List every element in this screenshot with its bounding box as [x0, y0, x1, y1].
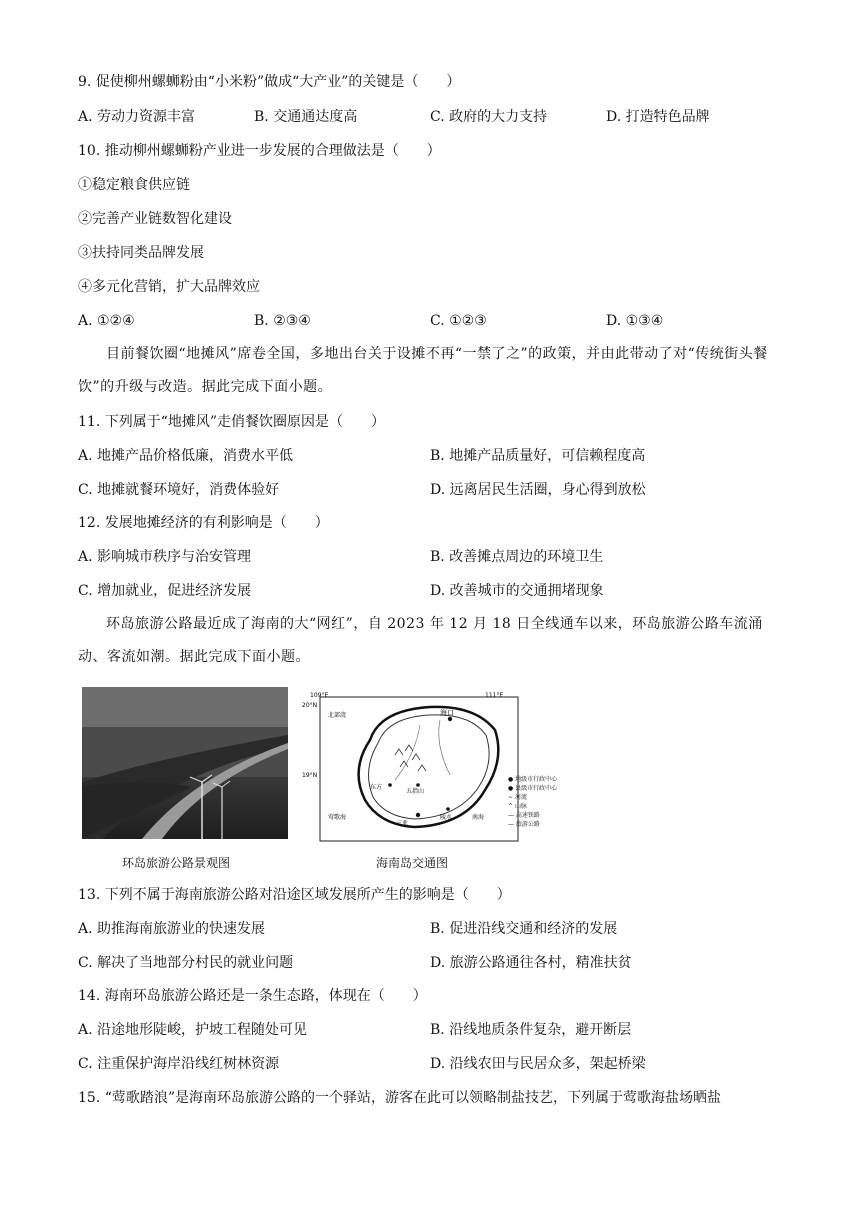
- q14-option-b: B. 沿线地质条件复杂，避开断层: [430, 1022, 632, 1038]
- q10-item-4: ④多元化营销，扩大品牌效应: [78, 279, 260, 295]
- map-place-sanya: 三亚: [396, 820, 409, 827]
- map-place-lingshui: 陵水: [440, 814, 453, 821]
- legend-river: ~ 河流: [508, 794, 527, 801]
- map-place-dongfang: 东方: [370, 784, 383, 791]
- map-legend: [508, 775, 557, 829]
- q12-option-b: B. 改善摊点周边的环境卫生: [430, 549, 604, 565]
- q10-option-a: A. ①②④: [78, 313, 135, 329]
- q9-option-d: D. 打造特色品牌: [606, 109, 710, 125]
- q10-item-1: ①稳定粮食供应链: [78, 177, 190, 193]
- legend-prefecture-center: ● 地级市行政中心: [508, 776, 558, 783]
- legend-high-speed-rail: — 高速铁路: [508, 812, 540, 819]
- map-lon-right: 111°E: [485, 692, 504, 699]
- passage-street-stall: 目前餐饮圈“地摊风”席卷全国，多地出台关于设摊不再“一禁了之”的政策，并由此带动了对“传统街头餐饮”的升级与改造。据此完成下面小题。: [78, 346, 768, 395]
- coastal-road-photo: [82, 687, 288, 839]
- photo-caption: 环岛旅游公路景观图: [122, 856, 231, 870]
- hainan-traffic-map: [300, 685, 558, 843]
- q13-option-a: A. 助推海南旅游业的快速发展: [78, 921, 266, 937]
- q12-option-d: D. 改善城市的交通拥堵现象: [430, 583, 604, 599]
- q14-option-c: C. 注重保护海岸沿线红树林资源: [78, 1056, 280, 1072]
- map-lat-top: 20°N: [302, 702, 318, 709]
- q9-option-b: B. 交通通达度高: [254, 109, 358, 125]
- passage-island-road: 环岛旅游公路最近成了海南的大“网红”，自 2023 年 12 月 18 日全线通车以来，环岛旅游公路车流涌动、客流如潮。据此完成下面小题。: [78, 616, 763, 665]
- map-place-wuzhishan: 五指山: [406, 788, 425, 795]
- q11-option-a: A. 地摊产品价格低廉，消费水平低: [78, 448, 294, 464]
- map-place-beibuwan: 北部湾: [328, 712, 347, 719]
- question-9-stem: 9. 促使柳州螺蛳粉由“小米粉”做成“大产业”的关键是（ ）: [78, 74, 461, 90]
- q9-option-a: A. 劳动力资源丰富: [78, 109, 196, 125]
- q10-option-b: B. ②③④: [254, 313, 311, 329]
- question-14-stem: 14. 海南环岛旅游公路还是一条生态路，体现在（ ）: [78, 988, 427, 1004]
- q11-option-d: D. 远离居民生活圈，身心得到放松: [430, 482, 646, 498]
- question-11-stem: 11. 下列属于“地摊风”走俏餐饮圈原因是（ ）: [78, 414, 386, 430]
- q14-option-d: D. 沿线农田与民居众多，架起桥梁: [430, 1056, 646, 1072]
- q12-option-a: A. 影响城市秩序与治安管理: [78, 549, 252, 565]
- map-lon-left: 109°E: [310, 692, 329, 699]
- question-13-stem: 13. 下列不属于海南旅游公路对沿途区域发展所产生的影响是（ ）: [78, 887, 511, 903]
- q12-option-c: C. 增加就业，促进经济发展: [78, 583, 252, 599]
- question-12-stem: 12. 发展地摊经济的有利影响是（ ）: [78, 515, 329, 531]
- q13-option-b: B. 促进沿线交通和经济的发展: [430, 921, 618, 937]
- q10-option-c: C. ①②③: [430, 313, 487, 329]
- legend-mountain: ^ 山脉: [508, 803, 527, 810]
- map-place-haikou: 海口: [440, 709, 454, 717]
- legend-county-center: ● 县级市行政中心: [508, 785, 558, 792]
- q10-item-2: ②完善产业链数智化建设: [78, 211, 232, 227]
- q13-option-d: D. 旅游公路通往各村，精准扶贫: [430, 955, 632, 971]
- q10-option-d: D. ①③④: [606, 313, 664, 329]
- q14-option-a: A. 沿途地形陡峻，护坡工程随处可见: [78, 1022, 308, 1038]
- map-lat-mid: 19°N: [302, 772, 318, 779]
- legend-tourist-road: — 旅游公路: [508, 821, 540, 828]
- q11-option-b: B. 地摊产品质量好，可信赖程度高: [430, 448, 646, 464]
- question-15-stem: 15. “莺歌踏浪”是海南环岛旅游公路的一个驿站，游客在此可以领略制盐技艺，下列属于莺歌海盐场晒盐: [78, 1090, 722, 1106]
- map-place-yinggehai: 莺歌海: [328, 814, 347, 821]
- map-caption: 海南岛交通图: [376, 856, 449, 870]
- question-10-stem: 10. 推动柳州螺蛳粉产业进一步发展的合理做法是（ ）: [78, 143, 441, 159]
- q10-item-3: ③扶持同类品牌发展: [78, 245, 204, 261]
- q13-option-c: C. 解决了当地部分村民的就业问题: [78, 955, 294, 971]
- q9-option-c: C. 政府的大力支持: [430, 109, 548, 125]
- map-place-nanhai: 南海: [472, 814, 485, 821]
- q11-option-c: C. 地摊就餐环境好，消费体验好: [78, 482, 280, 498]
